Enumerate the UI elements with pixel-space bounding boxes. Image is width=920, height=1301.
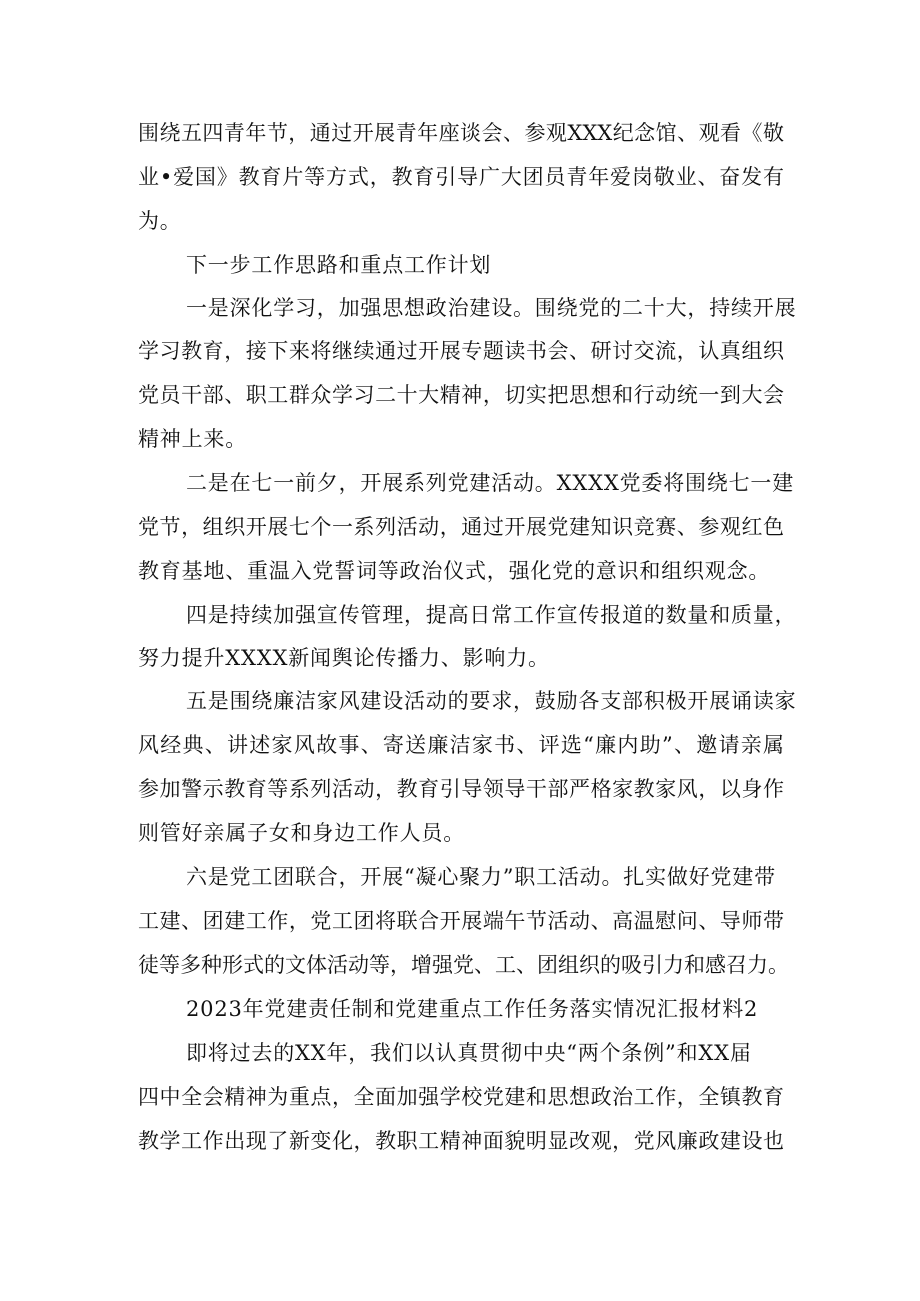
paragraph-line: 工建、团建工作，党工团将联合开展端午节活动、高温慰问、导师带 xyxy=(138,909,784,933)
paragraph-line: 二是在七一前夕，开展系列党建活动。XXXX党委将围绕七一建 xyxy=(186,471,794,495)
paragraph-line: 风经典、讲述家风故事、寄送廉洁家书、评选“廉内助”、邀请亲属 xyxy=(138,733,784,757)
paragraph-line: 徒等多种形式的文体活动等，增强党、工、团组织的吸引力和感召力。 xyxy=(138,953,789,977)
paragraph-line: 即将过去的XX年，我们以认真贯彻中央“两个条例”和XX届 xyxy=(186,1041,752,1065)
paragraph-line: 一是深化学习，加强思想政治建设。围绕党的二十大，持续开展 xyxy=(186,296,797,320)
paragraph-line: 围绕五四青年节，通过开展青年座谈会、参观XXX纪念馆、观看《敬 xyxy=(138,121,784,145)
paragraph-line: 精神上来。 xyxy=(138,427,247,451)
paragraph-line: 业•爱国》教育片等方式，教育引导广大团员青年爱岗敬业、奋发有 xyxy=(138,165,784,189)
paragraph-line: 党节，组织开展七个一系列活动，通过开展党建知识竞赛、参观红色 xyxy=(138,515,784,539)
paragraph-line: 为。 xyxy=(138,209,182,233)
paragraph-line: 努力提升XXXX新闻舆论传播力、影响力。 xyxy=(138,646,550,670)
paragraph-line: 四中全会精神为重点，全面加强学校党建和思想政治工作，全镇教育 xyxy=(138,1085,784,1109)
paragraph-line: 六是党工团联合，开展“凝心聚力”职工活动。扎实做好党建带 xyxy=(186,865,776,889)
paragraph-line: 党员干部、职工群众学习二十大精神，切实把思想和行动统一到大会 xyxy=(138,383,784,407)
paragraph-line: 则管好亲属子女和身边工作人员。 xyxy=(138,821,465,845)
paragraph-line: 教学工作出现了新变化，教职工精神面貌明显改观，党风廉政建设也 xyxy=(138,1129,784,1153)
paragraph-line: 五是围绕廉洁家风建设活动的要求，鼓励各支部积极开展诵读家 xyxy=(186,689,797,713)
paragraph-line: 四是持续加强宣传管理，提高日常工作宣传报道的数量和质量， xyxy=(186,603,797,627)
paragraph-line: 学习教育，接下来将继续通过开展专题读书会、研讨交流，认真组织 xyxy=(138,339,784,363)
section-title: 2023年党建责任制和党建重点工作任务落实情况汇报材料2 xyxy=(186,997,759,1021)
paragraph-line: 教育基地、重温入党誓词等政治仪式，强化党的意识和组织观念。 xyxy=(138,559,771,583)
section-heading: 下一步工作思路和重点工作计划 xyxy=(186,253,492,277)
paragraph-line: 参加警示教育等系列活动，教育引导领导干部严格家教家风，以身作 xyxy=(138,777,784,801)
